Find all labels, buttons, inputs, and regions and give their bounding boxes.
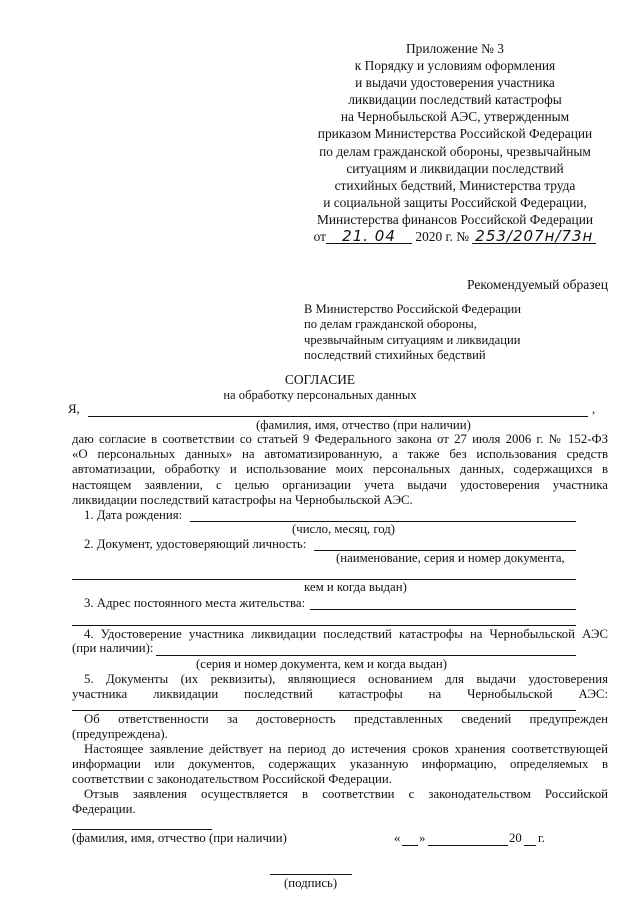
sign-day-field[interactable]: [402, 845, 418, 846]
consent-line: настоящем заявлении, с целью организации учета выдачи удостоверения участника: [72, 477, 608, 492]
signature-field[interactable]: [270, 874, 352, 875]
handwritten-order-number: 253/207н/73н: [472, 229, 596, 244]
identity-document-caption: (наименование, серия и номер документа,: [336, 551, 565, 565]
sign-year-field[interactable]: [524, 845, 536, 846]
documents-label-line: 5. Документы (их реквизиты), являющиеся основанием для выдачи удостоверения: [84, 672, 608, 686]
addressee-block: [304, 302, 604, 363]
consent-line: даю согласие в соответствии со статьей 9 Федерального закона от 27 июля 2006 г. № 152-ФЗ: [72, 432, 608, 446]
birth-date-label: 1. Дата рождения:: [84, 508, 183, 522]
validity-line: соответствии с законодательством Российской Федерации.: [72, 772, 392, 787]
year-prefix: 20: [509, 831, 522, 845]
documents-label: [84, 672, 608, 687]
certificate-caption: (серия и номер документа, кем и когда выдан): [196, 657, 447, 671]
fio-caption: (фамилия, имя, отчество (при наличии): [256, 418, 471, 432]
document-title: СОГЛАСИЕ: [284, 372, 356, 387]
responsibility-line: Об ответственности за достоверность представленных сведений предупрежден: [84, 712, 608, 726]
certificate-field[interactable]: [156, 655, 576, 656]
addressee-line: по делам гражданской обороны,: [304, 317, 477, 332]
identity-document-label: 2. Документ, удостоверяющий личность:: [84, 537, 307, 551]
consent-paragraph: [72, 432, 608, 508]
order-date-line: [295, 228, 615, 245]
comma: ,: [592, 402, 596, 416]
validity-line: Настоящее заявление действует на период до истечения сроков хранения соответствующей: [84, 742, 608, 756]
appendix-line: на Чернобыльской АЭС, утвержденным: [340, 109, 570, 125]
appendix-header: [295, 40, 615, 245]
address-field[interactable]: [310, 609, 576, 610]
documents-label-2: [72, 687, 608, 702]
consent-line: автоматизации, обработку и использование моих персональных данных, содержащихся в: [72, 462, 608, 477]
appendix-line: ликвидации последствий катастрофы: [348, 92, 562, 108]
date-close-quote: »: [419, 831, 426, 845]
document-subtitle: на обработку персональных данных: [223, 388, 417, 402]
consent-line: «О персональных данных» на автоматизированную, а также без использования средств: [72, 447, 608, 462]
validity-paragraph-cont: [72, 757, 608, 787]
documents-field[interactable]: [72, 710, 576, 711]
appendix-line: и выдачи удостоверения участника: [355, 75, 555, 91]
appendix-line: по делам гражданской обороны, чрезвычайным: [319, 143, 591, 159]
revocation-paragraph: [84, 787, 608, 802]
appendix-line: стихийных бедствий, Министерства труда: [334, 177, 576, 193]
appendix-line: Министерства финансов Российской Федерации: [316, 211, 594, 227]
certificate-label: [84, 627, 608, 642]
appendix-line: приказом Министерства Российской Федерации: [317, 126, 593, 142]
validity-paragraph: [84, 742, 608, 757]
addressee-line: последствий стихийных бедствий: [304, 347, 486, 362]
signer-fio-caption: (фамилия, имя, отчество (при наличии): [72, 831, 287, 845]
appendix-line: и социальной защиты Российской Федерации,: [323, 194, 587, 210]
birth-date-caption: (число, месяц, год): [292, 522, 396, 536]
certificate-label-line: 4. Удостоверение участника ликвидации последствий катастрофы на Чернобыльской АЭС: [84, 627, 608, 641]
appendix-line: ситуациям и ликвидации последствий: [346, 160, 564, 176]
year-suffix: г.: [538, 831, 546, 845]
identity-document-caption-2: кем и когда выдан): [304, 580, 407, 594]
certificate-label-2: (при наличии):: [72, 641, 154, 655]
recommended-sample-label: Рекомендуемый образец: [467, 277, 608, 292]
fio-field[interactable]: [88, 416, 588, 417]
revocation-line-2: Федерации.: [72, 802, 136, 816]
signer-fio-field[interactable]: [72, 829, 212, 830]
revocation-line: Отзыв заявления осуществляется в соответствии с законодательством Российской: [84, 787, 608, 801]
addressee-line: В Министерство Российской Федерации: [304, 302, 522, 316]
address-label: 3. Адрес постоянного места жительства:: [84, 596, 306, 610]
date-open-quote: «: [394, 831, 401, 845]
responsibility-line-2: (предупреждена).: [72, 727, 168, 741]
addressee-line: чрезвычайным ситуациям и ликвидации: [304, 332, 521, 347]
handwritten-date: 21. 04: [326, 229, 412, 244]
i-label: Я,: [68, 402, 80, 416]
date-prefix: от: [313, 229, 327, 245]
sign-month-field[interactable]: [428, 845, 508, 846]
documents-label-line: участника ликвидации последствий катастрофы на Чернобыльской АЭС:: [72, 687, 608, 701]
validity-line: информации или документов, содержащих указанную информацию, определяемых в: [72, 757, 608, 771]
consent-line: ликвидации последствий катастрофы на Чернобыльской АЭС.: [72, 492, 413, 507]
appendix-line: к Порядку и условиям оформления: [354, 58, 556, 74]
year-text: 2020 г. №: [415, 229, 469, 245]
address-field-2[interactable]: [72, 625, 576, 626]
appendix-line: Приложение № 3: [405, 41, 505, 56]
responsibility-paragraph: [84, 712, 608, 727]
signature-caption: (подпись): [284, 876, 338, 890]
